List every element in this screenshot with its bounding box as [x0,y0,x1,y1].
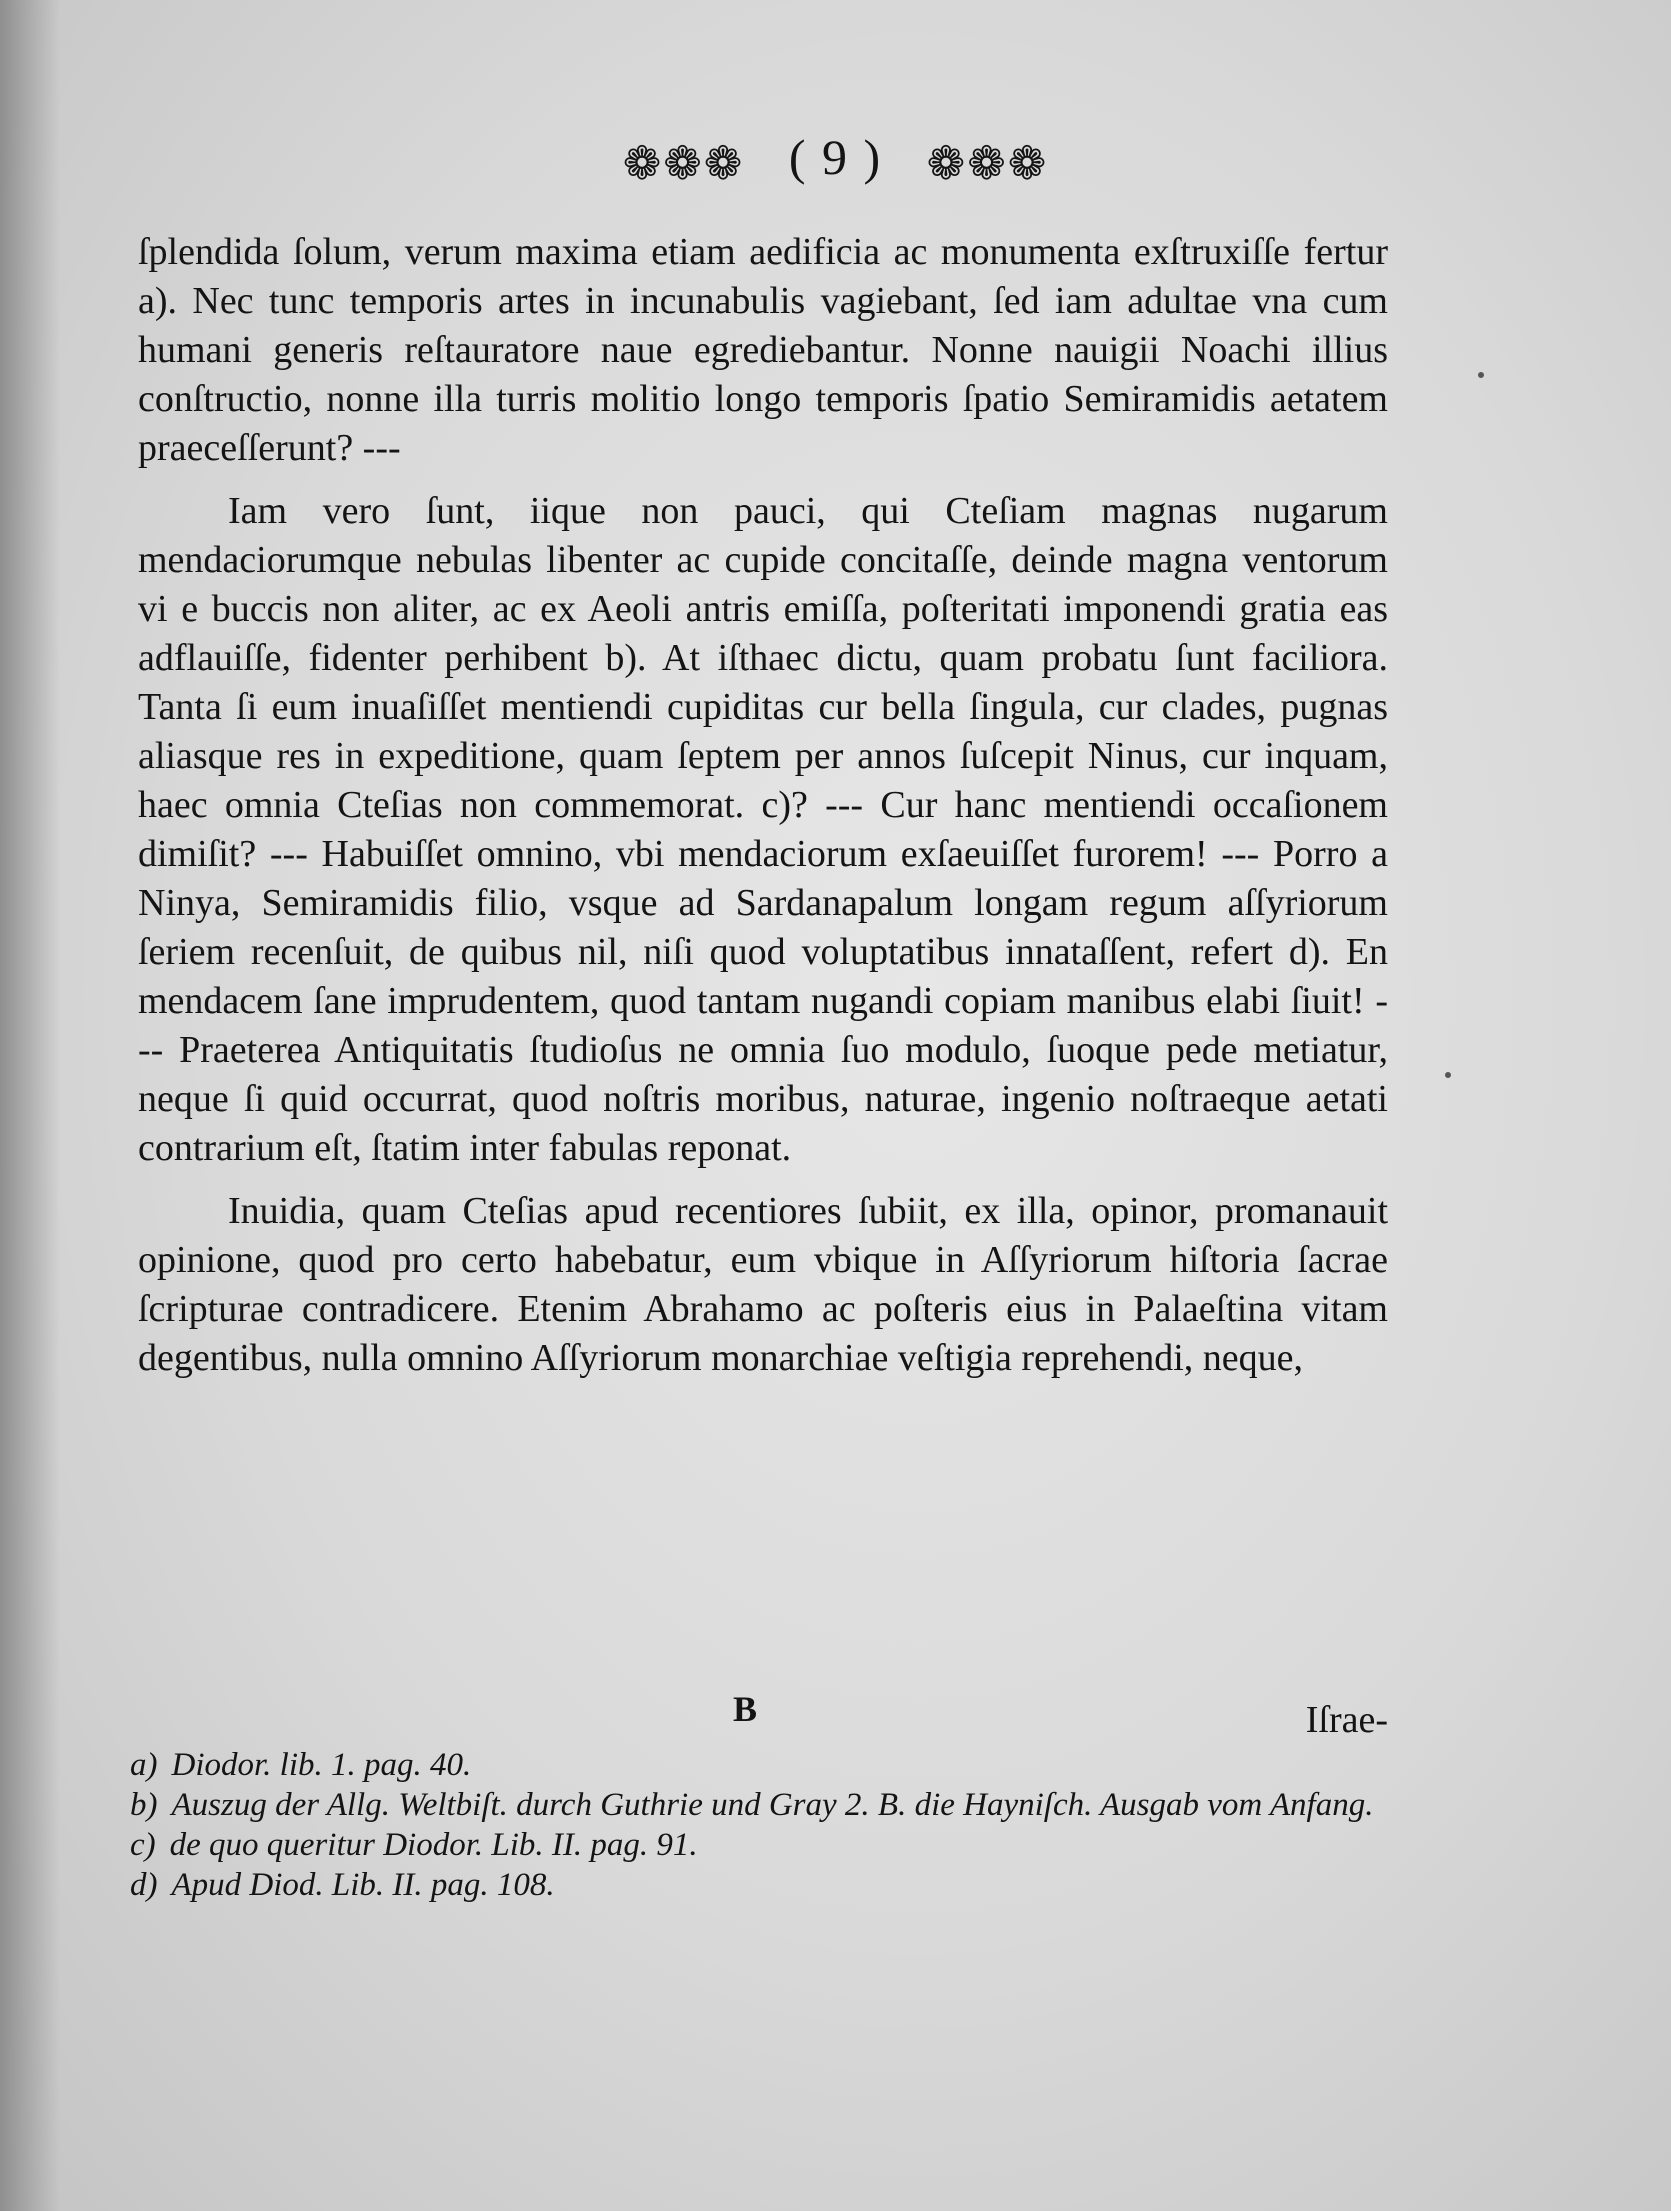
paragraph-1: ſplendida ſolum, verum maxima etiam aedificia ac monumenta exſtruxiſſe fertur a). Nec tunc temporis artes in incunabulis vagiebant, ſed iam adultae vna cum humani generis reſtauratore naue egrediebantur. Nonne nauigii Noachi illius conſtructio, nonne illa turris molitio longo temporis ſpatio Semiramidis aetatem praeceſſerunt? --- [138,231,1388,469]
footnote-text: Apud Diod. Lib. II. pag. 108. [171,1867,555,1903]
paragraph-3: Inuidia, quam Cteſias apud recentiores ſubiit, ex illa, opinor, promanauit opinione, quod pro certo habebatur, eum vbique in Aſſyriorum hiſtoria ſacrae ſcripturae contradicere. Etenim Abrahamo ac poſteris eius in Palaeſtina vitam degentibus, nulla omnino Aſſyriorum monarchiae veſtigia reprehendi, neque, [138,1190,1388,1379]
footnotes [130,1745,1390,1905]
footnote-mark: b) [130,1787,158,1823]
footnote-mark: d) [130,1867,158,1903]
page-edge-shadow [0,0,60,2211]
catchword: Iſrae- [1305,1699,1388,1741]
page-header [0,128,1671,190]
page-number: ( 9 ) [788,129,883,185]
footnote-c [130,1825,1390,1865]
footnote-mark: a) [130,1747,158,1783]
paper-speck [1445,1072,1451,1078]
footnote-d [130,1865,1390,1905]
ornament-right-icon: ❁❁❁ [926,137,1049,189]
ornament-left-icon: ❁❁❁ [622,137,745,189]
footnote-text: Auszug der Allg. Weltbiſt. durch Guthrie und Gray 2. B. die Hayniſch. Ausgab vom Anfang. [171,1787,1374,1823]
footnote-text: Diodor. lib. 1. pag. 40. [171,1747,472,1783]
paragraph-2: Iam vero ſunt, iique non pauci, qui Cteſiam magnas nugarum mendaciorumque nebulas libenter ac cupide concitaſſe, deinde magna ventorum vi e buccis non aliter, ac ex Aeoli antris emiſſa, poſteritati imponendi gratia eas adflauiſſe, fidenter perhibent b). At iſthaec dictu, quam probatu ſunt faciliora. Tanta ſi eum inuaſiſſet mentiendi cupiditas cur bella ſingula, cur clades, pugnas aliasque res in expeditione, quam ſeptem per annos ſuſcepit Ninus, cur inquam, haec omnia Cteſias non commemorat. c)? --- Cur hanc mentiendi occaſionem dimiſit? --- Habuiſſet omnino, vbi mendaciorum exſaeuiſſet furorem! --- Porro a Ninya, Semiramidis filio, vsque ad Sardanapalum longam regum aſſyriorum ſeriem recenſuit, de quibus nil, niſi quod voluptatibus innataſſent, refert d). En mendacem ſane imprudentem, quod tantam nugandi copiam manibus elabi ſiuit! --- Praeterea Antiquitatis ſtudioſus ne omnia ſuo modulo, ſuoque pede metiatur, neque ſi quid occurrat, quod noſtris moribus, naturae, ingenio noſtraeque aetati contrarium eſt, ſtatim inter fabulas reponat. [138,490,1388,1169]
signature-line [138,1688,1388,1741]
footnote-a [130,1745,1390,1785]
footnote-mark: c) [130,1827,156,1863]
footnote-b [130,1785,1390,1825]
footnote-text: de quo queritur Diodor. Lib. II. pag. 91. [169,1827,698,1863]
signature-mark: B [733,1689,758,1729]
main-text [138,228,1388,1383]
paper-speck [1478,372,1484,378]
